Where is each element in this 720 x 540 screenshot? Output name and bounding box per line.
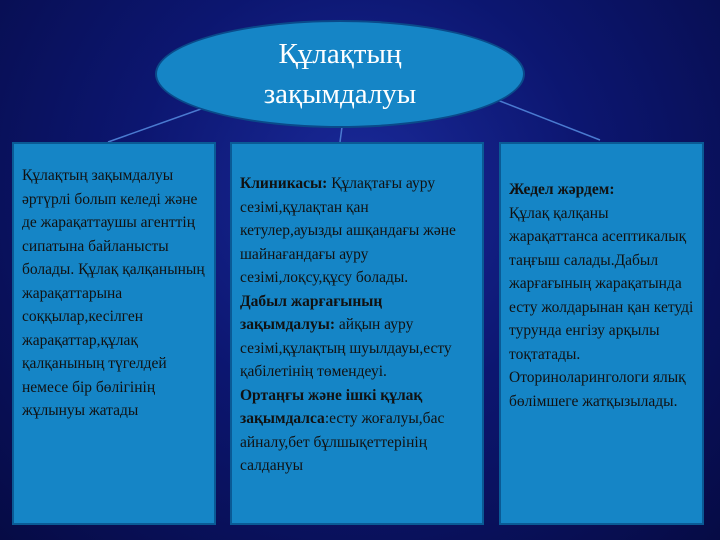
inner-text: :есту жоғалуы,бас айналу,бет бұлшықеттерінің салдануы bbox=[240, 410, 445, 474]
left-box-text: Құлақтың зақымдалуы әртүрлі болып келеді және де жарақаттаушы агенттің сипатына байланысты болады. Құлақ қалқанының жарақаттарына соққылар,кесілген жарақаттар,құлақ қалқанының түгелдей немесе бір бөлігінің жұлынуы жатады bbox=[22, 167, 205, 419]
drum-paragraph bbox=[240, 290, 474, 384]
clinic-paragraph bbox=[240, 172, 474, 290]
left-box bbox=[12, 142, 216, 525]
title-ellipse bbox=[155, 20, 525, 128]
first-aid-text: Құлақ қалқаны жарақаттанса асептикалық таңғыш салады.Дабыл жарғағының жарақатында есту жолдарынан қан кетуді турунда енгізу арқылы тоқтатады. Оториноларингологи ялық бөлімшеге жатқызылады. bbox=[509, 204, 694, 410]
connector-left bbox=[108, 104, 215, 142]
middle-box bbox=[230, 142, 484, 525]
connector-right bbox=[492, 98, 600, 140]
right-box bbox=[499, 142, 704, 525]
drum-heading: Дабыл жарғағының зақымдалуы: bbox=[240, 292, 383, 333]
clinic-text: Құлақтағы ауру сезімі,құлақтан қан кетулер,ауызды ашқандағы және шайнағандағы ауру сезімі,лоқсу,құсу болады. bbox=[240, 175, 456, 286]
clinic-heading: Клиникасы: bbox=[240, 175, 328, 192]
drum-text: айқын ауру сезімі,құлақтың шуылдауы,есту қабілетінің төмендеуі. bbox=[240, 316, 452, 380]
inner-paragraph bbox=[240, 384, 474, 478]
title-text: Құлақтың зақымдалуы bbox=[263, 38, 417, 110]
connector-middle bbox=[340, 127, 342, 142]
first-aid-heading: Жедел жәрдем: bbox=[509, 181, 615, 198]
inner-heading: Ортаңғы және ішкі құлақ зақымдалса bbox=[240, 386, 423, 427]
